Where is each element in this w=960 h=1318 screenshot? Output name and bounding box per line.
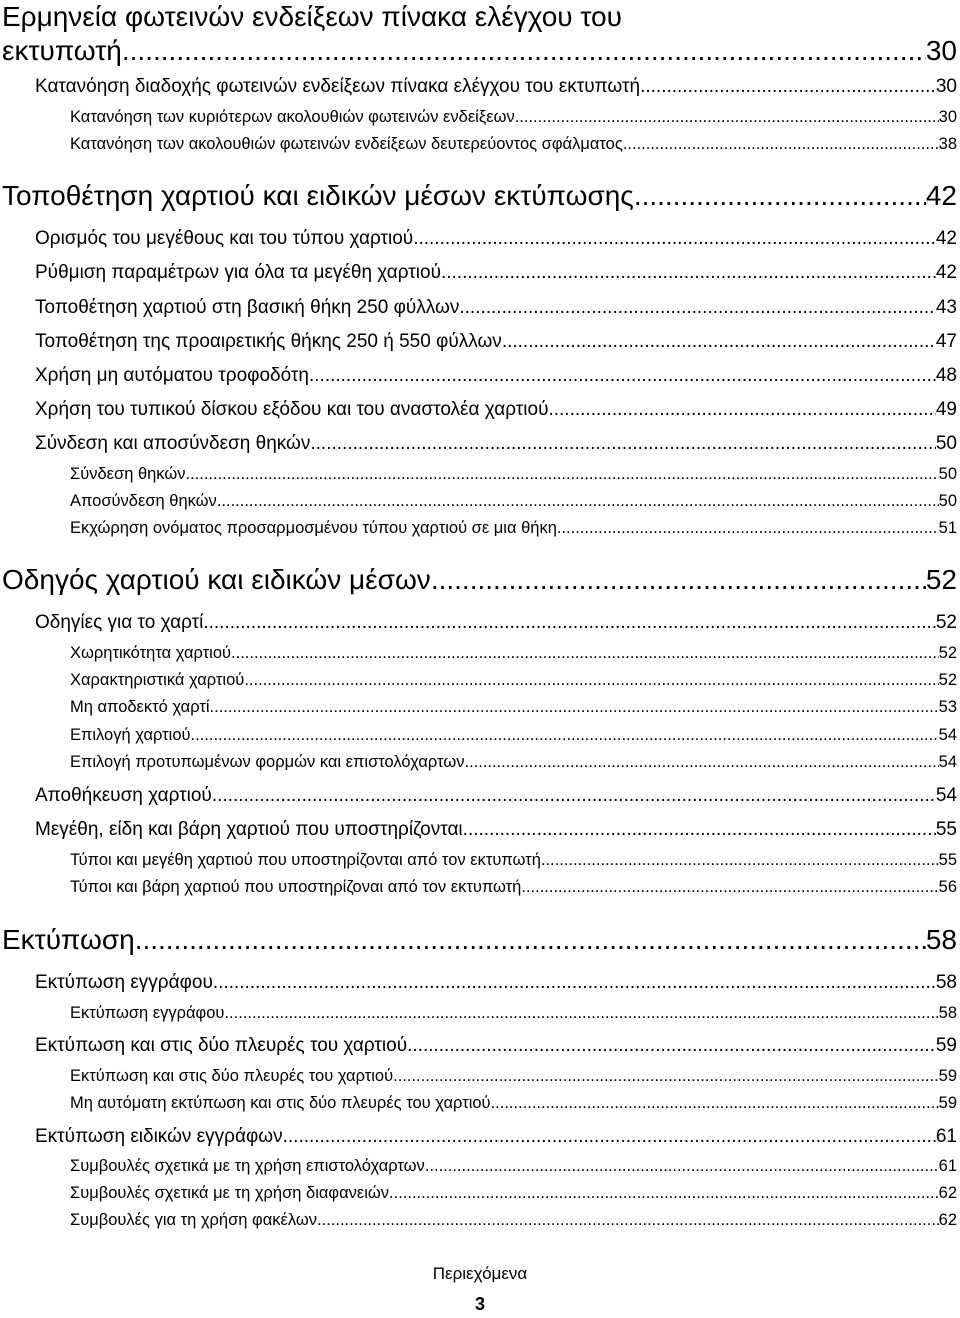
toc-leader-dots: [407, 1035, 936, 1057]
toc-section-entry[interactable]: [35, 972, 957, 994]
toc-page-number: 38: [938, 135, 957, 153]
toc-entry-title: Συμβουλές σχετικά με τη χρήση επιστολόχαρτων: [70, 1157, 425, 1175]
toc-page-number: 58: [925, 924, 957, 955]
toc-leader-dots: [425, 1157, 939, 1176]
toc-entry-title: Τύποι και βάρη χαρτιού που υποστηρίζοναι από τον εκτυπωτή: [70, 878, 522, 896]
toc-leader-dots: [491, 1094, 939, 1113]
toc-leader-dots: [541, 851, 939, 870]
toc-leader-dots: [135, 924, 926, 956]
toc-entry-title: Αποσύνδεση θηκών: [70, 492, 217, 510]
toc-page-number: 62: [938, 1211, 957, 1229]
toc-subsection-entry[interactable]: [70, 1184, 957, 1203]
toc-subsection-entry[interactable]: [70, 1004, 957, 1023]
toc-section-entry[interactable]: [35, 228, 957, 250]
toc-entry-title: Επιλογή χαρτιού: [70, 726, 191, 744]
toc-page-number: 52: [938, 644, 957, 662]
toc-entry-title: Χρήση μη αυτόματου τροφοδότη: [35, 365, 309, 386]
toc-chapter-title-line2: εκτυπωτή: [2, 35, 122, 66]
toc-entry-title: Ρύθμιση παραμέτρων για όλα τα μεγέθη χαρτιού: [35, 262, 441, 283]
toc-leader-dots: [210, 698, 939, 717]
toc-page-number: 42: [935, 262, 957, 283]
toc-entry-title: Εκχώρηση ονόματος προσαρμοσμένου τύπου χαρτιού σε μια θήκη: [70, 519, 557, 537]
toc-leader-dots: [224, 1004, 938, 1023]
toc-entry-title: Τοποθέτηση χαρτιού στη βασική θήκη 250 φύλλων: [35, 297, 460, 318]
toc-leader-dots: [463, 819, 936, 841]
toc-entry-title: Εκτύπωση: [2, 924, 135, 955]
toc-leader-dots: [122, 34, 926, 68]
toc-subsection-entry[interactable]: [70, 726, 957, 745]
toc-section-entry[interactable]: [35, 262, 957, 284]
toc-entry-title: Τοποθέτηση της προαιρετικής θήκης 250 ή 550 φύλλων: [35, 331, 502, 352]
toc-subsection-entry[interactable]: [70, 135, 957, 154]
toc-page-number: 49: [935, 399, 957, 420]
toc-entry-title: Σύνδεση και αποσύνδεση θηκών: [35, 433, 311, 454]
toc-entry-title: Σύνδεση θηκών: [70, 465, 186, 483]
toc-page-number: 51: [938, 519, 957, 537]
toc-entry-title: Κατανόηση διαδοχής φωτεινών ενδείξεων πίνακα ελέγχου του εκτυπωτή: [35, 76, 641, 97]
toc-leader-dots: [309, 365, 936, 387]
toc-subsection-entry[interactable]: [70, 1067, 957, 1086]
toc-subsection-entry[interactable]: [70, 1211, 957, 1230]
toc-subsection-entry[interactable]: [70, 1094, 957, 1113]
toc-entry-title: Χαρακτηριστικά χαρτιού: [70, 671, 245, 689]
toc-leader-dots: [310, 433, 935, 455]
toc-leader-dots: [186, 465, 939, 484]
toc-page-number: 50: [935, 433, 957, 454]
toc-chapter-title-line1: Ερμηνεία φωτεινών ενδείξεων πίνακα ελέγχου του: [2, 1, 622, 32]
toc-subsection-entry[interactable]: [70, 108, 957, 127]
toc-leader-dots: [464, 753, 938, 772]
toc-leader-dots: [283, 1126, 936, 1148]
toc-page-number: 61: [938, 1157, 957, 1175]
toc-page-number: 43: [935, 297, 957, 318]
toc-entry-title: Αποθήκευση χαρτιού: [35, 785, 212, 806]
toc-entry-title: Οδηγίες για το χαρτί: [35, 612, 204, 633]
toc-section-entry[interactable]: [35, 819, 957, 841]
toc-page-number: 54: [938, 753, 957, 771]
toc-subsection-entry[interactable]: [70, 519, 957, 538]
toc-subsection-entry[interactable]: [70, 1157, 957, 1176]
toc-subsection-entry[interactable]: [70, 851, 957, 870]
toc-page-number: 30: [935, 76, 957, 97]
toc-subsection-entry[interactable]: [70, 698, 957, 717]
toc-entry-title: Εκτύπωση εγγράφου: [35, 972, 213, 993]
toc-leader-dots: [521, 878, 938, 897]
toc-entry-title: Κατανόηση των κυριότερων ακολουθιών φωτεινών ενδείξεων: [70, 108, 515, 126]
toc-leader-dots: [217, 492, 939, 511]
toc-entry-title: Ορισμός του μεγέθους και του τύπου χαρτιού: [35, 228, 414, 249]
toc-leader-dots: [548, 399, 935, 421]
toc-leader-dots: [203, 612, 936, 634]
toc-entry-title: Εκτύπωση ειδικών εγγράφων: [35, 1126, 283, 1147]
toc-leader-dots: [413, 228, 936, 250]
toc-page-number: 61: [935, 1126, 957, 1147]
toc-page-number: 52: [935, 612, 957, 633]
toc-page-number: 54: [938, 726, 957, 744]
toc-page-number: 59: [938, 1067, 957, 1085]
toc-section-entry[interactable]: [35, 785, 957, 807]
toc-leader-dots: [212, 785, 936, 807]
toc-entry-title: Μη αποδεκτό χαρτί: [70, 698, 210, 716]
toc-leader-dots: [640, 76, 936, 98]
toc-chapter-entry[interactable]: [2, 564, 957, 596]
toc-section-entry[interactable]: [35, 612, 957, 634]
toc-leader-dots: [213, 972, 936, 994]
toc-subsection-entry[interactable]: [70, 671, 957, 690]
footer-page-number: 3: [474, 1294, 485, 1314]
toc-page-number: 55: [935, 819, 957, 840]
toc-entry-title: Συμβουλές σχετικά με τη χρήση διαφανειών: [70, 1184, 390, 1202]
toc-section-entry[interactable]: [35, 76, 957, 98]
toc-subsection-entry[interactable]: [70, 465, 957, 484]
toc-page-number: 48: [935, 365, 957, 386]
toc-leader-dots: [459, 297, 936, 319]
toc-page-number: 59: [938, 1094, 957, 1112]
toc-page-number: 54: [935, 785, 957, 806]
toc-leader-dots: [389, 1184, 939, 1203]
toc-section-entry[interactable]: [35, 297, 957, 319]
toc-chapter-entry[interactable]: [2, 0, 957, 68]
toc-chapter-entry[interactable]: [2, 180, 957, 212]
toc-entry-title: Μεγέθη, είδη και βάρη χαρτιού που υποστηρίζονται: [35, 819, 463, 840]
toc-entry-title: Εκτύπωση και στις δύο πλευρές του χαρτιού: [70, 1067, 394, 1085]
toc-subsection-entry[interactable]: [70, 644, 957, 663]
toc-page-number: 52: [925, 564, 957, 595]
toc-section-entry[interactable]: [35, 433, 957, 455]
toc-page-number: 42: [925, 180, 957, 211]
toc-page-number: 56: [938, 878, 957, 896]
toc-leader-dots: [431, 564, 926, 596]
toc-entry-title: Χωρητικότητα χαρτιού: [70, 644, 232, 662]
toc-entry-title: Μη αυτόματη εκτύπωση και στις δύο πλευρές του χαρτιού: [70, 1094, 491, 1112]
toc-subsection-entry[interactable]: [70, 878, 957, 897]
toc-section-entry[interactable]: [35, 1035, 957, 1057]
toc-leader-dots: [393, 1067, 939, 1086]
toc-leader-dots: [441, 262, 936, 284]
toc-section-entry[interactable]: [35, 1126, 957, 1148]
footer-section-label: Περιεχόμενα: [432, 1264, 528, 1283]
toc-chapter-entry[interactable]: [2, 924, 957, 956]
toc-page-number: 42: [935, 228, 957, 249]
toc-subsection-entry[interactable]: [70, 753, 957, 772]
toc-page-number: 52: [938, 671, 957, 689]
toc-page-number: 30: [925, 35, 957, 66]
toc-page-number: 59: [935, 1035, 957, 1056]
toc-page-number: 62: [938, 1184, 957, 1202]
toc-page-number: 53: [938, 698, 957, 716]
toc-page-number: 58: [935, 972, 957, 993]
toc-subsection-entry[interactable]: [70, 492, 957, 511]
toc-leader-dots: [231, 644, 939, 663]
toc-entry-title: Εκτύπωση εγγράφου: [70, 1004, 225, 1022]
toc-page-number: 50: [938, 492, 957, 510]
toc-leader-dots: [244, 671, 938, 690]
toc-leader-dots: [191, 726, 939, 745]
toc-page-number: 50: [938, 465, 957, 483]
toc-entry-title: Εκτύπωση και στις δύο πλευρές του χαρτιού: [35, 1035, 408, 1056]
toc-entry-title: Οδηγός χαρτιού και ειδικών μέσων: [2, 564, 431, 595]
toc-leader-dots: [515, 108, 939, 127]
toc-section-entry[interactable]: [35, 399, 957, 421]
toc-section-entry[interactable]: [35, 331, 957, 353]
toc-section-entry[interactable]: [35, 365, 957, 387]
toc-page-number: 55: [938, 851, 957, 869]
toc-entry-title: Χρήση του τυπικού δίσκου εξόδου και του αναστολέα χαρτιού: [35, 399, 549, 420]
toc-entry-title: Τύποι και μεγέθη χαρτιού που υποστηρίζονται από τον εκτυπωτή: [70, 851, 541, 869]
toc-leader-dots: [557, 519, 939, 538]
toc-entry-title: Τοποθέτηση χαρτιού και ειδικών μέσων εκτύπωσης: [2, 180, 634, 211]
toc-leader-dots: [502, 331, 936, 353]
toc-leader-dots: [623, 135, 939, 154]
toc-page-number: 30: [938, 108, 957, 126]
toc-page-number: 58: [938, 1004, 957, 1022]
toc-entry-title: Συμβουλές για τη χρήση φακέλων: [70, 1211, 318, 1229]
toc-page-number: 47: [935, 331, 957, 352]
toc-entry-title: Επιλογή προτυπωμένων φορμών και επιστολόχαρτων: [70, 753, 465, 771]
toc-leader-dots: [317, 1211, 939, 1230]
toc-leader-dots: [634, 180, 926, 212]
toc-entry-title: Κατανόηση των ακολουθιών φωτεινών ενδείξεων δευτερεύοντος σφάλματος: [70, 135, 623, 153]
